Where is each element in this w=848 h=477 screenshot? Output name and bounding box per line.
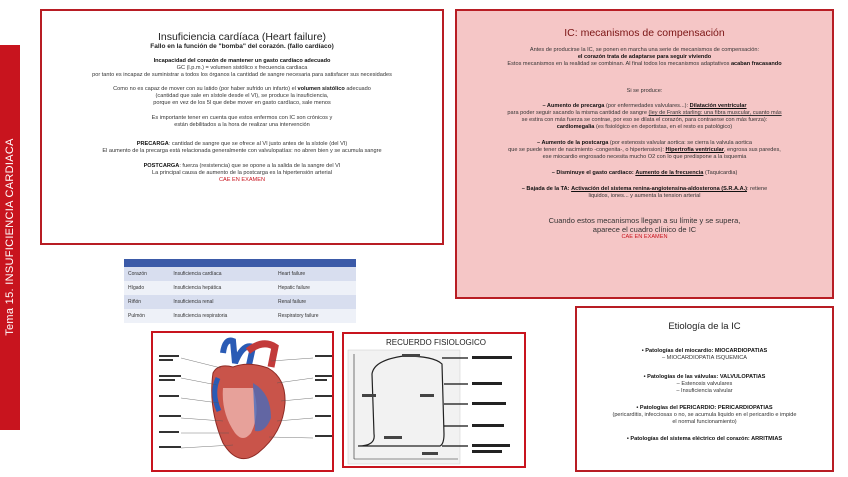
- compensation-mechanisms-box: [455, 9, 834, 299]
- etiology-box: [575, 306, 834, 472]
- box3-item4: • Patologías del sistema eléctrico del corazón: ARRITMIAS: [626, 436, 783, 442]
- box3-item2-sub1: – Estenosis valvulares: [676, 381, 733, 387]
- failure-table: [124, 259, 356, 323]
- box2-mech2-line3: ese miocardio engrosado necesita mucho O2 con lo que predispone a la isquemia: [542, 154, 747, 160]
- table-row: Riñón Insuficiencia renal Renal failure: [124, 295, 356, 309]
- box3-item2-sub2: – Insuficiencia valvular: [676, 388, 733, 394]
- box2-mech4-line2: liquidos, iones... y aumenta la tension arterial: [588, 193, 701, 199]
- heart-anatomy-image: [153, 333, 334, 472]
- box1-exam-note: CAE EN EXAMEN: [218, 177, 265, 183]
- box2-conclusion2: aparece el cuadro clínico de IC: [592, 225, 697, 234]
- box2-mech4-line1: – Bajada de la TA: Activación del sistema renina-angiotensina-aldosterona (S.R.A.A.): retiene: [521, 186, 768, 192]
- box1-line8: están debilitados a la hora de realizar una intervención: [174, 122, 310, 128]
- recuerdo-fisiologico-box: [342, 332, 526, 468]
- box2-mech1-line2: para poder seguir sacando la misma cantidad de sangre (ley de Frank starling: una fibra muscular, cuanto más: [507, 110, 782, 116]
- sidebar-title: Tema 15. INSUFICIENCIA CARDIACA: [4, 138, 16, 336]
- heart-illustration-box: [151, 331, 334, 472]
- box1-postcarga: POSTCARGA: fuerza (resistencia) que se opone a la salida de la sangre del VI: [143, 163, 341, 169]
- box2-mech2-line2: que se puede tener de nacimiento -congenita-, o hipertension): Hipertrofia ventricular, engrosa sus paredes,: [508, 147, 781, 153]
- box2-mech1-line4: cardiomegalia (es fisiológico en deportistas, en el resto es patológico): [556, 124, 733, 130]
- box1-line6: porque en vez de los 5l que debe mover en gasto cardíaco, sale menos: [153, 100, 331, 106]
- pressure-volume-diagram: [344, 334, 526, 468]
- box2-line4: Si se produce:: [626, 88, 663, 94]
- box1-line2: GC (l.p.m.) = volumen sistólico x frecuencia cardiaca: [176, 65, 308, 71]
- table-row: Pulmón Insuficiencia respiratoria Respiratory failure: [124, 309, 356, 323]
- box1-title: Insuficiencia cardíaca (Heart failure): [157, 31, 327, 43]
- box3-item3-sub1: (pericarditis, infecciosas o no, se acumula liquido en el pericardio e impide: [612, 412, 797, 418]
- box1-line1: Incapacidad del corazón de mantener un gasto cardíaco adecuado: [153, 58, 331, 64]
- box3-item1: • Patologías del miocardio: MIOCARDIOPATIAS: [641, 348, 768, 354]
- box1-line3: por tanto es incapaz de suministrar a todos los órganos la cantidad de sangre necesaria para satisfacer sus necesidades: [92, 72, 392, 78]
- box2-mech1-line3: se estira con más fuerza se contrae, por eso se dilata el corazón, para contraerse con más fuerza):: [521, 117, 768, 123]
- table-row: Hígado Insuficiencia hepática Hepatic failure: [124, 281, 356, 295]
- box1-line7: Es importante tener en cuenta que estos enfermos con IC son crónicos y: [151, 115, 333, 121]
- box2-line1: Antes de producirse la IC, se ponen en marcha una serie de mecanismos de compensación:: [529, 47, 760, 53]
- box3-item2: • Patologías de las válvulas: VALVULOPATIAS: [643, 374, 766, 380]
- box1-line10: La principal causa de aumento de la postcarga es la hipertensión arterial: [151, 170, 333, 176]
- box2-mech1-line1: – Aumento de precarga (por enfermedades valvulares...): Dilatación ventricular: [542, 103, 747, 109]
- box3-item1-sub: – MIOCARDIOPATIA ISQUEMICA: [662, 355, 747, 361]
- box1-line5: (cantidad que sale en sístole desde el VI), se produce la insuficiencia,: [155, 93, 329, 99]
- box3-item3-sub2: el normal funcionamiento): [672, 419, 737, 425]
- box2-line3: Estos mecanismos en la realidad se combinan. Al final todos los mecanismos adaptativos acaban fracasando: [507, 61, 782, 67]
- box2-title: IC: mecanismos de compensación: [564, 27, 725, 39]
- box2-mech2-line1: – Aumento de la postcarga (por estenosis valvular aortica: se cierra la valvula aortica: [537, 140, 752, 146]
- table-row: Corazón Insuficiencia cardíaca Heart failure: [124, 267, 356, 281]
- box1-subtitle: Fallo en la función de "bomba" del corazón. (fallo cardíaco): [150, 43, 334, 50]
- box2-exam-note: CAE EN EXAMEN: [621, 234, 668, 240]
- table-header-row: [124, 259, 356, 267]
- box2-line2: el corazón trata de adaptarse para seguir viviendo: [577, 54, 712, 60]
- box2-mech3: – Disminuye el gasto cardiaco: Aumento de la frecuencia (Taquicardia): [551, 170, 738, 176]
- box3-item3: • Patologías del PERICARDIO: PERICARDIOPATIAS: [636, 405, 773, 411]
- box1-line4: Como no es capaz de mover con su latido (por haber sufrido un infarto) el volumen sistólico adecuado: [113, 86, 371, 92]
- box1-precarga: PRECARGA: cantidad de sangre que se ofrece al VI justo antes de la sístole (del VI): [136, 141, 348, 147]
- box2-conclusion1: Cuando estos mecanismos llegan a su límite y se supera,: [548, 216, 741, 225]
- box3-title: Etiología de la IC: [668, 321, 741, 332]
- box1-line9: El aumento de la precarga está relacionada generalmente con valvulopatías: no abren bien y se acumula sangre: [102, 148, 382, 154]
- heart-failure-box: [40, 9, 444, 245]
- recuerdo-title: RECUERDO FISIOLOGICO: [385, 338, 487, 347]
